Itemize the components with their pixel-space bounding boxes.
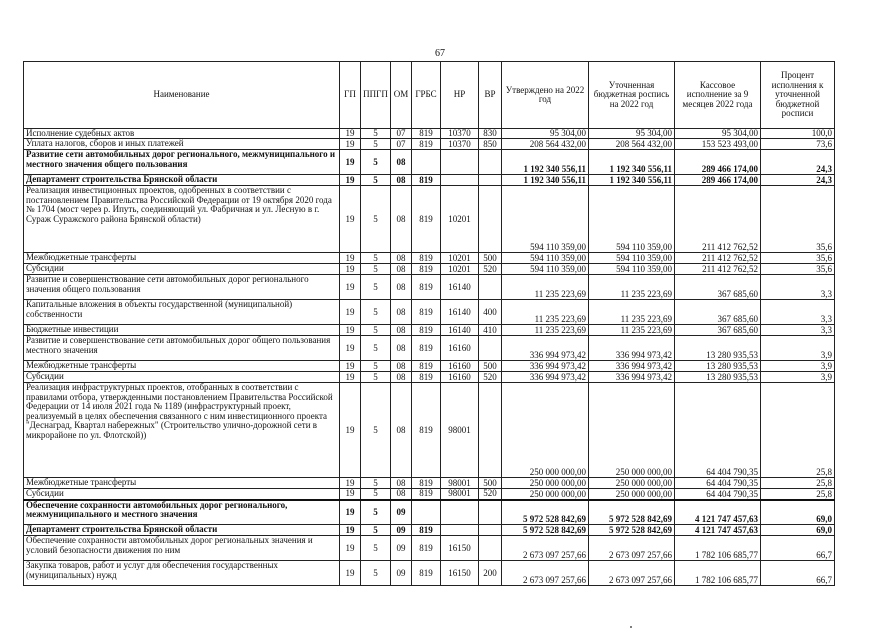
cell-gp: 19 xyxy=(340,264,361,275)
cell-grbs xyxy=(412,500,441,525)
cell-vr: 500 xyxy=(479,478,502,489)
cell-vr: 500 xyxy=(479,253,502,264)
cell-percent: 35,6 xyxy=(761,186,835,253)
cell-gp: 19 xyxy=(340,175,361,186)
table-row xyxy=(24,129,835,139)
cell-np: 10370 xyxy=(441,139,479,150)
cell-grbs: 819 xyxy=(412,536,441,561)
cell-name: Межбюджетные трансферты xyxy=(24,361,340,372)
cell-om: 09 xyxy=(391,500,412,525)
cell-name: Развитие и совершенствование сети автомобильных дорог общего пользования местного значения xyxy=(24,336,340,361)
cell-refined: 1 192 340 556,11 xyxy=(589,175,675,186)
cell-executed: 211 412 762,52 xyxy=(675,264,761,275)
cell-np: 98001 xyxy=(441,489,479,500)
cell-executed: 289 466 174,00 xyxy=(675,150,761,175)
cell-name: Обеспечение сохранности автомобильных дорог регионального, межмуниципального и местного значения xyxy=(24,500,340,525)
cell-gp: 19 xyxy=(340,489,361,500)
cell-grbs: 819 xyxy=(412,361,441,372)
cell-approved: 594 110 359,00 xyxy=(502,186,589,253)
cell-percent: 35,6 xyxy=(761,253,835,264)
header-percent: Процент исполнения к уточненной бюджетной росписи xyxy=(761,62,835,129)
header-om: ОМ xyxy=(391,62,412,129)
cell-gp: 19 xyxy=(340,325,361,336)
cell-name: Реализация инвестиционных проектов, одобренных в соответствии с постановлением Правительства Российской Федерации от 19 октября 2020 года № 1704 (мост через р. Ипуть, соединяющий ул. Фабричная и ул. Лесную в г. Сураж Суражского района Брянской области) xyxy=(24,186,340,253)
cell-percent: 100,0 xyxy=(761,129,835,139)
cell-om: 08 xyxy=(391,336,412,361)
cell-executed: 13 280 935,53 xyxy=(675,336,761,361)
cell-ppgp: 5 xyxy=(361,150,391,175)
table-row xyxy=(24,275,835,300)
header-grbs: ГРБС xyxy=(412,62,441,129)
cell-gp: 19 xyxy=(340,361,361,372)
cell-gp: 19 xyxy=(340,525,361,536)
cell-approved: 2 673 097 257,66 xyxy=(502,536,589,561)
cell-refined: 208 564 432,00 xyxy=(589,139,675,150)
cell-approved: 336 994 973,42 xyxy=(502,361,589,372)
cell-ppgp: 5 xyxy=(361,361,391,372)
cell-om: 08 xyxy=(391,325,412,336)
cell-percent: 25,8 xyxy=(761,478,835,489)
budget-table xyxy=(23,61,835,586)
cell-ppgp: 5 xyxy=(361,372,391,383)
cell-np xyxy=(441,150,479,175)
cell-om: 09 xyxy=(391,536,412,561)
cell-name: Обеспечение сохранности автомобильных дорог региональных значения и условий безопасности движения по ним xyxy=(24,536,340,561)
cell-ppgp: 5 xyxy=(361,336,391,361)
table-row xyxy=(24,325,835,336)
cell-percent: 35,6 xyxy=(761,264,835,275)
cell-om: 08 xyxy=(391,383,412,478)
cell-percent: 3,3 xyxy=(761,325,835,336)
cell-name: Закупка товаров, работ и услуг для обеспечения государственных (муниципальных) нужд xyxy=(24,561,340,586)
table-row xyxy=(24,300,835,325)
cell-name: Субсидии xyxy=(24,264,340,275)
cell-om: 08 xyxy=(391,150,412,175)
cell-executed: 153 523 493,00 xyxy=(675,139,761,150)
cell-grbs: 819 xyxy=(412,275,441,300)
cell-approved: 5 972 528 842,69 xyxy=(502,525,589,536)
cell-executed: 64 404 790,35 xyxy=(675,478,761,489)
cell-approved: 1 192 340 556,11 xyxy=(502,175,589,186)
cell-approved: 594 110 359,00 xyxy=(502,264,589,275)
cell-vr: 400 xyxy=(479,300,502,325)
table-row xyxy=(24,253,835,264)
cell-approved: 208 564 432,00 xyxy=(502,139,589,150)
cell-executed: 289 466 174,00 xyxy=(675,175,761,186)
cell-np: 98001 xyxy=(441,478,479,489)
cell-gp: 19 xyxy=(340,139,361,150)
cell-executed: 367 685,60 xyxy=(675,325,761,336)
cell-grbs: 819 xyxy=(412,139,441,150)
cell-vr xyxy=(479,186,502,253)
cell-gp: 19 xyxy=(340,150,361,175)
table-row xyxy=(24,500,835,525)
cell-executed: 13 280 935,53 xyxy=(675,372,761,383)
cell-gp: 19 xyxy=(340,500,361,525)
cell-percent: 66,7 xyxy=(761,561,835,586)
cell-name: Исполнение судебных актов xyxy=(24,129,340,139)
cell-om: 07 xyxy=(391,139,412,150)
cell-approved: 336 994 973,42 xyxy=(502,372,589,383)
cell-refined: 250 000 000,00 xyxy=(589,383,675,478)
cell-vr: 850 xyxy=(479,139,502,150)
header-approved: Утверждено на 2022 год xyxy=(502,62,589,129)
table-row xyxy=(24,361,835,372)
cell-gp: 19 xyxy=(340,253,361,264)
cell-executed: 1 782 106 685,77 xyxy=(675,536,761,561)
cell-np xyxy=(441,175,479,186)
cell-name: Реализация инфраструктурных проектов, отобранных в соответствии с правилами отбора, утвержденными постановлением Правительства Российской Федерации от 14 июля 2021 года № 1189 (инфраструктурный проект, реализуемый в целях обеспечения связанного с ним инвестиционного проекта "Деснаград, Квартал набережных" (Строительство улично-дорожной сети в микрорайоне по ул. Флотской)) xyxy=(24,383,340,478)
table-body xyxy=(24,129,835,586)
cell-name: Уплата налогов, сборов и иных платежей xyxy=(24,139,340,150)
cell-approved: 250 000 000,00 xyxy=(502,489,589,500)
cell-vr: 520 xyxy=(479,489,502,500)
cell-gp: 19 xyxy=(340,372,361,383)
cell-grbs: 819 xyxy=(412,175,441,186)
cell-ppgp: 5 xyxy=(361,139,391,150)
cell-np: 10370 xyxy=(441,129,479,139)
cell-name: Развитие сети автомобильных дорог регионального, межмуниципального и местного значения общего пользования xyxy=(24,150,340,175)
cell-gp: 19 xyxy=(340,129,361,139)
cell-refined: 11 235 223,69 xyxy=(589,275,675,300)
cell-percent: 69,0 xyxy=(761,525,835,536)
header-refined: Уточненная бюджетная роспись на 2022 год xyxy=(589,62,675,129)
cell-np xyxy=(441,525,479,536)
cell-approved: 11 235 223,69 xyxy=(502,300,589,325)
cell-approved: 2 673 097 257,66 xyxy=(502,561,589,586)
cell-gp: 19 xyxy=(340,478,361,489)
header-name: Наименование xyxy=(24,62,340,129)
cell-vr xyxy=(479,150,502,175)
cell-vr xyxy=(479,175,502,186)
cell-approved: 5 972 528 842,69 xyxy=(502,500,589,525)
cell-om: 08 xyxy=(391,478,412,489)
cell-np: 98001 xyxy=(441,383,479,478)
cell-percent: 24,3 xyxy=(761,150,835,175)
cell-executed: 4 121 747 457,63 xyxy=(675,525,761,536)
cell-refined: 5 972 528 842,69 xyxy=(589,500,675,525)
table-row xyxy=(24,383,835,478)
cell-grbs: 819 xyxy=(412,525,441,536)
cell-approved: 11 235 223,69 xyxy=(502,325,589,336)
cell-approved: 11 235 223,69 xyxy=(502,275,589,300)
cell-executed: 64 404 790,35 xyxy=(675,489,761,500)
cell-om: 09 xyxy=(391,561,412,586)
cell-gp: 19 xyxy=(340,275,361,300)
header-gp: ГП xyxy=(340,62,361,129)
cell-refined: 336 994 973,42 xyxy=(589,336,675,361)
cell-refined: 2 673 097 257,66 xyxy=(589,536,675,561)
table-row xyxy=(24,525,835,536)
cell-ppgp: 5 xyxy=(361,129,391,139)
cell-approved: 594 110 359,00 xyxy=(502,253,589,264)
cell-percent: 3,9 xyxy=(761,361,835,372)
table-row xyxy=(24,150,835,175)
cell-gp: 19 xyxy=(340,561,361,586)
cell-percent: 25,8 xyxy=(761,383,835,478)
cell-om: 09 xyxy=(391,525,412,536)
cell-executed: 4 121 747 457,63 xyxy=(675,500,761,525)
cell-ppgp: 5 xyxy=(361,489,391,500)
cell-percent: 3,9 xyxy=(761,336,835,361)
table-row xyxy=(24,175,835,186)
cell-np: 16140 xyxy=(441,300,479,325)
table-row xyxy=(24,536,835,561)
cell-grbs: 819 xyxy=(412,383,441,478)
cell-ppgp: 5 xyxy=(361,300,391,325)
cell-name: Субсидии xyxy=(24,489,340,500)
cell-refined: 594 110 359,00 xyxy=(589,253,675,264)
cell-om: 07 xyxy=(391,129,412,139)
cell-executed: 367 685,60 xyxy=(675,275,761,300)
header-executed: Кассовое исполнение за 9 месяцев 2022 года xyxy=(675,62,761,129)
cell-vr xyxy=(479,536,502,561)
table-row xyxy=(24,139,835,150)
cell-refined: 95 304,00 xyxy=(589,129,675,139)
cell-np: 16160 xyxy=(441,361,479,372)
cell-approved: 1 192 340 556,11 xyxy=(502,150,589,175)
cell-om: 08 xyxy=(391,372,412,383)
table-row xyxy=(24,264,835,275)
cell-grbs: 819 xyxy=(412,336,441,361)
cell-ppgp: 5 xyxy=(361,536,391,561)
cell-refined: 594 110 359,00 xyxy=(589,186,675,253)
scan-speck xyxy=(630,626,632,628)
cell-vr: 410 xyxy=(479,325,502,336)
cell-ppgp: 5 xyxy=(361,500,391,525)
cell-np xyxy=(441,500,479,525)
cell-executed: 367 685,60 xyxy=(675,300,761,325)
cell-refined: 594 110 359,00 xyxy=(589,264,675,275)
page-number: 67 xyxy=(435,48,445,59)
cell-om: 08 xyxy=(391,275,412,300)
cell-percent: 25,8 xyxy=(761,489,835,500)
cell-name: Межбюджетные трансферты xyxy=(24,478,340,489)
table-row xyxy=(24,489,835,500)
cell-np: 16160 xyxy=(441,336,479,361)
cell-gp: 19 xyxy=(340,300,361,325)
cell-np: 10201 xyxy=(441,264,479,275)
cell-refined: 250 000 000,00 xyxy=(589,489,675,500)
cell-grbs: 819 xyxy=(412,253,441,264)
cell-ppgp: 5 xyxy=(361,325,391,336)
cell-name: Межбюджетные трансферты xyxy=(24,253,340,264)
table-row xyxy=(24,372,835,383)
cell-vr xyxy=(479,275,502,300)
cell-grbs: 819 xyxy=(412,478,441,489)
cell-executed: 211 412 762,52 xyxy=(675,186,761,253)
cell-gp: 19 xyxy=(340,536,361,561)
table-row xyxy=(24,336,835,361)
cell-grbs: 819 xyxy=(412,372,441,383)
cell-om: 08 xyxy=(391,264,412,275)
table-row xyxy=(24,561,835,586)
cell-grbs: 819 xyxy=(412,489,441,500)
table-row xyxy=(24,186,835,253)
cell-percent: 69,0 xyxy=(761,500,835,525)
cell-ppgp: 5 xyxy=(361,561,391,586)
cell-np: 10201 xyxy=(441,186,479,253)
cell-name: Бюджетные инвестиции xyxy=(24,325,340,336)
cell-refined: 11 235 223,69 xyxy=(589,325,675,336)
cell-name: Департамент строительства Брянской области xyxy=(24,175,340,186)
cell-executed: 211 412 762,52 xyxy=(675,253,761,264)
cell-refined: 336 994 973,42 xyxy=(589,372,675,383)
cell-grbs: 819 xyxy=(412,129,441,139)
cell-refined: 5 972 528 842,69 xyxy=(589,525,675,536)
cell-vr xyxy=(479,525,502,536)
cell-gp: 19 xyxy=(340,186,361,253)
cell-refined: 1 192 340 556,11 xyxy=(589,150,675,175)
cell-executed: 95 304,00 xyxy=(675,129,761,139)
cell-grbs: 819 xyxy=(412,264,441,275)
cell-vr xyxy=(479,383,502,478)
header-np: НР xyxy=(441,62,479,129)
cell-vr: 520 xyxy=(479,372,502,383)
cell-vr: 200 xyxy=(479,561,502,586)
cell-grbs: 819 xyxy=(412,325,441,336)
cell-ppgp: 5 xyxy=(361,275,391,300)
cell-refined: 11 235 223,69 xyxy=(589,300,675,325)
cell-percent: 3,3 xyxy=(761,275,835,300)
cell-name: Капитальные вложения в объекты государственной (муниципальной) собственности xyxy=(24,300,340,325)
cell-ppgp: 5 xyxy=(361,264,391,275)
cell-grbs: 819 xyxy=(412,561,441,586)
cell-approved: 250 000 000,00 xyxy=(502,478,589,489)
cell-vr xyxy=(479,500,502,525)
cell-om: 08 xyxy=(391,489,412,500)
cell-percent: 66,7 xyxy=(761,536,835,561)
cell-executed: 13 280 935,53 xyxy=(675,361,761,372)
cell-om: 08 xyxy=(391,300,412,325)
cell-name: Развитие и совершенствование сети автомобильных дорог регионального значения общего пользования xyxy=(24,275,340,300)
cell-grbs xyxy=(412,150,441,175)
cell-percent: 3,9 xyxy=(761,372,835,383)
cell-gp: 19 xyxy=(340,383,361,478)
cell-executed: 64 404 790,35 xyxy=(675,383,761,478)
cell-percent: 3,3 xyxy=(761,300,835,325)
cell-np: 16140 xyxy=(441,275,479,300)
cell-refined: 2 673 097 257,66 xyxy=(589,561,675,586)
table-row xyxy=(24,478,835,489)
cell-ppgp: 5 xyxy=(361,478,391,489)
cell-grbs: 819 xyxy=(412,300,441,325)
cell-np: 16150 xyxy=(441,561,479,586)
cell-name: Субсидии xyxy=(24,372,340,383)
cell-np: 10201 xyxy=(441,253,479,264)
cell-om: 08 xyxy=(391,361,412,372)
cell-percent: 73,6 xyxy=(761,139,835,150)
header-ppgp: ППГП xyxy=(361,62,391,129)
cell-approved: 336 994 973,42 xyxy=(502,336,589,361)
cell-ppgp: 5 xyxy=(361,175,391,186)
cell-ppgp: 5 xyxy=(361,253,391,264)
cell-ppgp: 5 xyxy=(361,383,391,478)
cell-approved: 250 000 000,00 xyxy=(502,383,589,478)
cell-ppgp: 5 xyxy=(361,525,391,536)
cell-vr xyxy=(479,336,502,361)
cell-np: 16160 xyxy=(441,372,479,383)
cell-gp: 19 xyxy=(340,336,361,361)
cell-refined: 336 994 973,42 xyxy=(589,361,675,372)
cell-approved: 95 304,00 xyxy=(502,129,589,139)
header-vr: ВР xyxy=(479,62,502,129)
cell-np: 16140 xyxy=(441,325,479,336)
cell-vr: 830 xyxy=(479,129,502,139)
cell-percent: 24,3 xyxy=(761,175,835,186)
cell-name: Департамент строительства Брянской области xyxy=(24,525,340,536)
table-header-row xyxy=(24,62,835,129)
cell-executed: 1 782 106 685,77 xyxy=(675,561,761,586)
cell-om: 08 xyxy=(391,175,412,186)
cell-refined: 250 000 000,00 xyxy=(589,478,675,489)
cell-om: 08 xyxy=(391,253,412,264)
cell-vr: 500 xyxy=(479,361,502,372)
cell-om: 08 xyxy=(391,186,412,253)
cell-np: 16150 xyxy=(441,536,479,561)
cell-ppgp: 5 xyxy=(361,186,391,253)
cell-grbs: 819 xyxy=(412,186,441,253)
cell-vr: 520 xyxy=(479,264,502,275)
